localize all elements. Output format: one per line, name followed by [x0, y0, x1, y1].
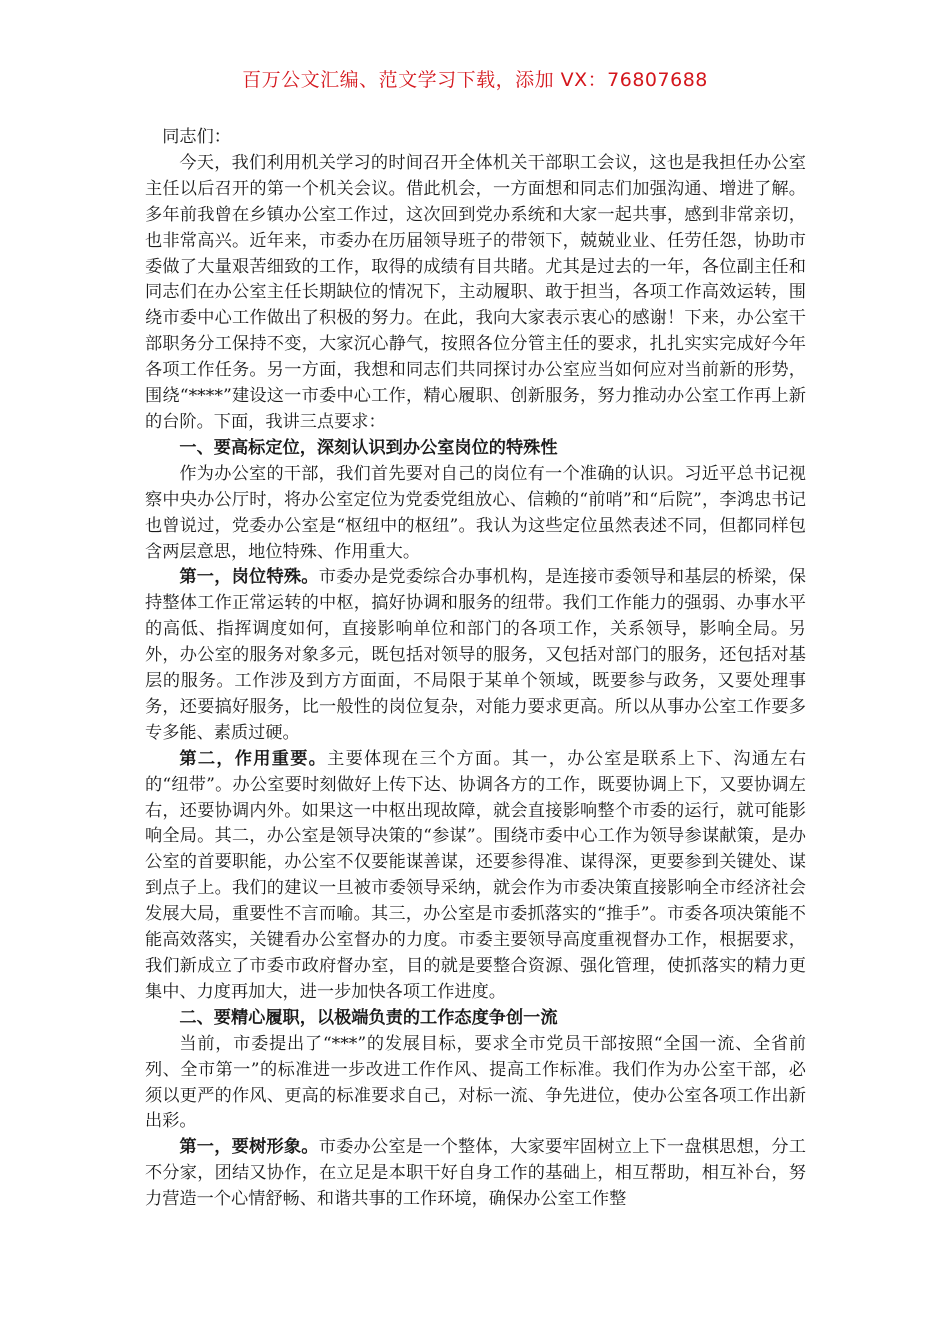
intro-paragraph: 今天，我们利用机关学习的时间召开全体机关干部职工会议，这也是我担任办公室主任以后召开的第一个机关会议。借此机会，一方面想和同志们加强沟通、增进了解。多年前我曾在乡镇办公室工作过，这次回到党办系统和大家一起共事，感到非常亲切，也非常高兴。近年来，市委办在历届领导班子的带领下，兢兢业业、任劳任怨，协助市委做了大量艰苦细致的工作，取得的成绩有目共睹。尤其是过去的一年，各位副主任和同志们在办公室主任长期缺位的情况下，主动履职、敢于担当，各项工作高效运转，围绕市委中心工作做出了积极的努力。在此，我向大家表示衷心的感谢！下来，办公室干部职务分工保持不变，大家沉心静气，按照各位分管主任的要求，扎扎实实完成好今年各项工作任务。另一方面，我想和同志们共同探讨办公室应当如何应对当前新的形势，围绕“****”建设这一市委中心工作，精心履职、创新服务，努力推动办公室工作再上新的台阶。下面，我讲三点要求： [145, 152, 806, 432]
watermark-banner [0, 66, 950, 94]
document-body [145, 125, 806, 1213]
section-heading-1: 一、要高标定位，深刻认识到办公室岗位的特殊性 [179, 437, 558, 458]
banner-text: 百万公文汇编、范文学习下载，添加 VX：76807688 [242, 69, 708, 91]
paragraph-build-image [145, 1135, 806, 1213]
paragraph-lead: 第二，作用重要。 [179, 748, 328, 769]
salutation: 同志们： [162, 127, 231, 147]
paragraph-important-role [145, 747, 806, 1006]
paragraph-positioning: 作为办公室的干部，我们首先要对自己的岗位有一个准确的认识。习近平总书记视察中央办公厅时，将办公室定位为党委党组放心、信赖的“前哨”和“后院”，李鸿忠书记也曾说过，党委办公室是“枢纽中的枢纽”。我认为这些定位虽然表述不同，但都同样包含两层意思，地位特殊、作用重大。 [145, 463, 806, 562]
paragraph-body: 市委办公室是一个整体，大家要牢固树立上下一盘棋思想，分工不分家，团结又协作，在立足是本职干好自身工作的基础上，相互帮助，相互补台，努力营造一个心情舒畅、和谐共事的工作环境，确保办公室工作整 [145, 1137, 806, 1210]
paragraph-special-post [145, 565, 806, 746]
paragraph-body: 市委办是党委综合办事机构，是连接市委领导和基层的桥梁，保持整体工作正常运转的中枢，搞好协调和服务的纽带。我们工作能力的强弱、办事水平的高低、指挥调度如何，直接影响单位和部门的各项工作，关系领导，影响全局。另外，办公室的服务对象多元，既包括对领导的服务，又包括对部门的服务，还包括对基层的服务。工作涉及到方方面面，不局限于某单个领域，既要参与政务，又要处理事务，还要搞好服务，比一般性的岗位复杂，对能力要求更高。所以从事办公室工作要多专多能、素质过硬。 [145, 567, 806, 743]
section-heading-2: 二、要精心履职，以极端负责的工作态度争创一流 [179, 1007, 558, 1028]
paragraph-body: 主要体现在三个方面。其一，办公室是联系上下、沟通左右的“纽带”。办公室要时刻做好上传下达、协调各方的工作，既要协调上下，又要协调左右，还要协调内外。如果这一中枢出现故障，就会直接影响整个市委的运行，就可能影响全局。其二，办公室是领导决策的“参谋”。围绕市委中心工作为领导参谋献策，是办公室的首要职能，办公室不仅要能谋善谋，还要参得准、谋得深，更要参到关键处、谋到点子上。我们的建议一旦被市委领导采纳，就会作为市委决策直接影响全市经济社会发展大局，重要性不言而喻。其三，办公室是市委抓落实的“推手”。市委各项决策能不能高效落实，关键看办公室督办的力度。市委主要领导高度重视督办工作，根据要求，我们新成立了市委市政府督办室，目的就是要整合资源、强化管理，使抓落实的精力更集中、力度再加大，进一步加快各项工作进度。 [145, 748, 806, 1002]
paragraph-lead: 第一，岗位特殊。 [179, 567, 319, 588]
paragraph-development-goal: 当前，市委提出了“***”的发展目标，要求全市党员干部按照“全国一流、全省前列、全市第一”的标准进一步改进工作作风、提高工作标准。我们作为办公室干部，必须以更严的作风、更高的标准要求自己，对标一流、争先进位，使办公室各项工作出新出彩。 [145, 1033, 806, 1132]
paragraph-lead: 第一，要树形象。 [179, 1137, 319, 1158]
